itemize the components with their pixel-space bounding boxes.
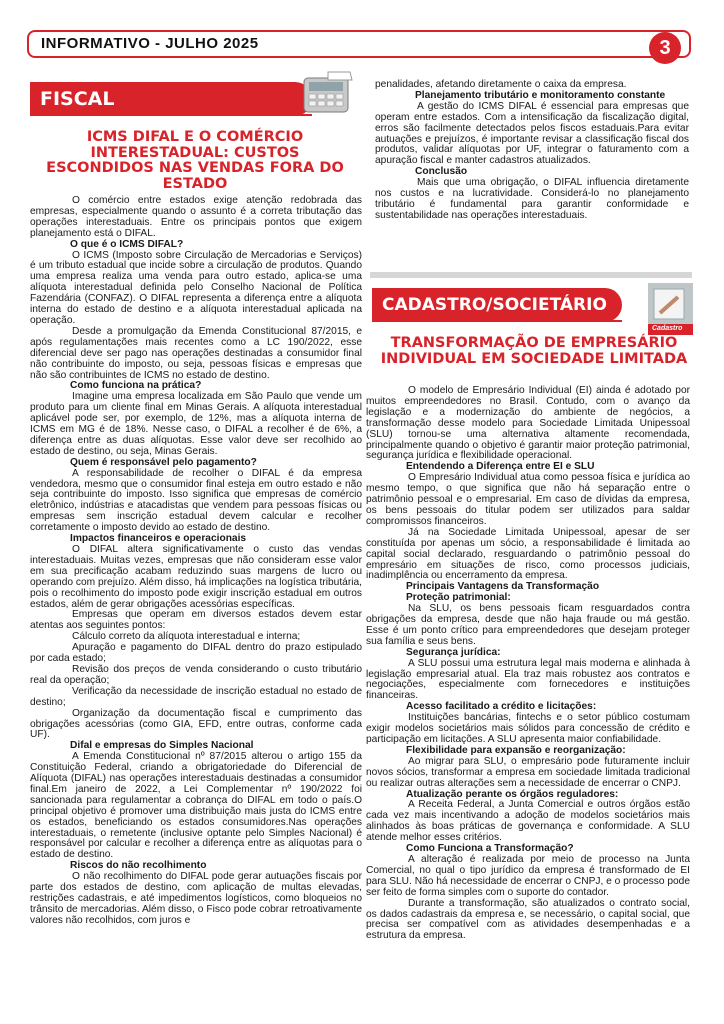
paragraph: Já na Sociedade Limitada Unipessoal, apesar de ser constituída por apenas um sócio, a responsabilidade é limitada ao capital social declarado, resguardando o patrimônio pessoal do empresário em situações de risco, como processos judiciais, inadimplência ou encerramento da empresa. <box>366 526 690 582</box>
subheading: Entendendo a Diferença entre EI e SLU <box>406 461 595 473</box>
icon-caption: Cadastro <box>652 325 683 332</box>
page-number-badge: 3 <box>649 32 681 64</box>
subheading: Planejamento tributário e monitoramento constante <box>415 89 666 101</box>
subheading: Principais Vantagens da Transformação <box>406 581 600 593</box>
paragraph: A Receita Federal, a Junta Comercial e outros órgãos estão cada vez mais incentivando a adoção de modelos societários mais alinhados às boas práticas de governança e conformidade. A SLU atende melhor esses critérios. <box>366 799 690 844</box>
subheading: Segurança jurídica: <box>406 646 501 658</box>
paragraph: A gestão do ICMS DIFAL é essencial para empresas que operam entre estados. Com a intensificação da fiscalização digital, erros são facilmente detectados pelos fiscos estaduais.Para evitar autuações e prejuízos, é importante revisar a classificação fiscal dos produtos, validar alíquotas por UF, integrar o faturamento com a apuração fiscal e manter cadastros atualizados. <box>375 100 689 167</box>
section-underline <box>30 114 312 116</box>
paragraph: A alteração é realizada por meio de processo na Junta Comercial, no qual o tipo jurídico da empresa é transformado de EI para SLU. Não há necessidade de encerrar o CNPJ, e o processo pode ser feito de forma simples com o suporte do contador. <box>366 853 690 898</box>
subheading: Impactos financeiros e operacionais <box>70 533 247 545</box>
subheading: Como Funciona a Transformação? <box>406 843 574 855</box>
subheading: Riscos do não recolhimento <box>70 860 207 872</box>
paragraph: A responsabilidade de recolher o DIFAL é da empresa vendedora, mesmo que o consumidor final esteja em outro estado e não seja contribuinte do imposto. Isso significa que empresas de comércio eletrônico, indústrias e atacadistas que vendem para pessoas físicas ou empresas sem inscrição estadual devem calcular e recolher corretamente o imposto devido ao estado de destino. <box>30 467 362 534</box>
cadastro-article-title: TRANSFORMAÇÃO DE EMPRESÁRIO INDIVIDUAL EM SOCIEDADE LIMITADA <box>380 335 688 367</box>
subheading: Acesso facilitado a crédito e licitações: <box>406 701 597 713</box>
subheading: Quem é responsável pelo pagamento? <box>70 456 257 468</box>
paragraph: Durante a transformação, são atualizados o contrato social, os dados cadastrais da empresa e, se necessário, o capital social, que precisa ser compatível com as atividades desempenhadas e a estrutura da empresa. <box>366 897 690 942</box>
paragraph: Ao migrar para SLU, o empresário pode futuramente incluir novos sócios, transformar a empresa em sociedade limitada tradicional ou realizar outras alterações sem a necessidade de encerrar o CNPJ. <box>366 755 690 789</box>
paragraph: O comércio entre estados exige atenção redobrada das empresas, especialmente quando o assunto é a correta tributação das operações interestaduais. Entre os principais pontos que exigem planejamento está o DIFAL. <box>30 195 362 239</box>
subheading: O que é o ICMS DIFAL? <box>70 238 184 250</box>
page-header <box>27 30 691 58</box>
subheading: Difal e empresas do Simples Nacional <box>70 740 254 752</box>
paragraph: O modelo de Empresário Individual (EI) ainda é adotado por muitos empreendedores no Brasil. Contudo, com o avanço da legislação e a modernização do ambiente de negócios, a transformação desse modelo para Sociedade Limitada Unipessoal (SLU) tornou-se uma alternativa altamente recomendada, principalmente quando o objetivo é garantir maior proteção patrimonial, segurança jurídica e flexibilidade operacional. <box>366 385 690 462</box>
subheading: Atualização perante os órgãos reguladores: <box>406 788 619 800</box>
paragraph: O Empresário Individual atua como pessoa física e jurídica ao mesmo tempo, o que significa que não há separação entre o patrimônio pessoal e o empresarial. Em caso de dívidas da empresa, os bens pessoais do titular podem ser utilizados para saldar compromissos financeiros. <box>366 472 690 527</box>
subheading: Flexibilidade para expansão e reorganização: <box>406 744 626 756</box>
section-underline <box>372 320 622 322</box>
fiscal-article-title: ICMS DIFAL E O COMÉRCIO INTERESTADUAL: CUSTOS ESCONDIDOS NAS VENDAS FORA DO ESTADO <box>46 129 344 192</box>
paragraph: Mais que uma obrigação, o DIFAL influencia diretamente nos custos e na lucratividade. Considerá-lo no planejamento tributário é fundamental para garantir conformidade e sustentabilidade nas operações interestaduais. <box>375 177 689 221</box>
paragraph: Desde a promulgação da Emenda Constitucional 87/2015, e após regulamentações mais recentes como a LC 190/2022, esse diferencial deve ser pago nas operações destinadas a consumidor final não contribuinte do imposto, ou seja, pessoas físicas e empresas que não são contribuintes de ICMS no estado de destino. <box>30 325 362 381</box>
section-label-cadastro: CADASTRO/SOCIETÁRIO <box>372 288 622 322</box>
paragraph: Cálculo correto da alíquota interestadual e interna; <box>72 631 301 643</box>
paragraph: Na SLU, os bens pessoais ficam resguardados contra obrigações da empresa, desde que não haja fraude ou má gestão. Esse é um ponto crítico para empreendedores que desejam proteger sua família e seus bens. <box>366 603 690 647</box>
document-stamp-icon <box>648 283 693 335</box>
paragraph: Apuração e pagamento do DIFAL dentro do prazo estipulado por cada estado; <box>30 642 362 665</box>
paragraph: Verificação da necessidade de inscrição estadual no estado de destino; <box>30 685 362 708</box>
paragraph: A SLU possui uma estrutura legal mais moderna e alinhada à legislação empresarial atual. Ela traz mais robustez aos contratos e negociações, especialmente com fornecedores e instituições financeiras. <box>366 657 690 702</box>
paragraph: O ICMS (Imposto sobre Circulação de Mercadorias e Serviços) é um tributo estadual que incide sobre a circulação de produtos. Quando uma empresa realiza uma venda para outro estado, aplica-se uma alíquota interestadual definida pelo Conselho Nacional de Política Fazendária (CONFAZ). O DIFAL representa a diferença entre a alíquota interna do estado de destino e a alíquota interestadual aplicada na operação. <box>30 249 362 326</box>
fiscal-article-body <box>30 196 362 927</box>
section-label-fiscal: FISCAL <box>30 82 312 116</box>
paragraph: Revisão dos preços de venda considerando o custo tributário real da operação; <box>30 663 362 686</box>
subheading: Conclusão <box>415 166 468 178</box>
paragraph: Instituições bancárias, fintechs e o setor público costumam exigir modelos societários mais sólidos para concessão de crédito e participação em licitações. A SLU apresenta maior confiabilidade. <box>366 712 690 745</box>
paragraph: Empresas que operam em diversos estados devem estar atentas aos seguintes pontos: <box>30 609 362 632</box>
paragraph: penalidades, afetando diretamente o caixa da empresa. <box>375 79 627 90</box>
paragraph: O não recolhimento do DIFAL pode gerar autuações fiscais por parte dos estados de destino, com aplicação de multas elevadas, restrições cadastrais, e até impedimentos logísticos, como bloqueios no trânsito de mercadorias. Além disso, o Fisco pode cobrar retroativamente valores não recolhidos, com juros e <box>30 871 362 926</box>
newsletter-title: INFORMATIVO - JULHO 2025 <box>41 35 259 52</box>
fiscal-article-continuation <box>375 80 689 222</box>
paragraph: A Emenda Constitucional nº 87/2015 alterou o artigo 155 da Constituição Federal, criando a obrigatoriedade do Diferencial de Alíquota (DIFAL) nas operações interestaduais destinadas a consumidor final.Em janeiro de 2022, a Lei Complementar nº 190/2022 foi sancionada para regulamentar a cobrança do DIFAL em todo o país.O principal objetivo é promover uma distribuição mais justa do ICMS entre os estados, beneficiando os estados consumidores.Nas operações interestaduais, o remetente (inclusive optante pelo Simples Nacional) é responsável por calcular e recolher a diferença entre as alíquotas para o estado de destino. <box>30 751 362 861</box>
subheading: Proteção patrimonial: <box>406 592 511 604</box>
section-divider <box>370 272 692 278</box>
paragraph: Imagine uma empresa localizada em São Paulo que vende um produto para um cliente final em Minas Gerais. A alíquota interestadual aplicável pode ser, por exemplo, de 12%, mas a alíquota interna de ICMS em MG é de 18%. Nesse caso, o DIFAL a recolher é de 6%, a diferença entre as duas alíquotas. Esse valor deve ser recolhido ao estado de destino, ou seja, Minas Gerais. <box>30 391 362 457</box>
subheading: Como funciona na prática? <box>70 380 202 392</box>
paragraph: Organização da documentação fiscal e cumprimento das obrigações acessórias (como GIA, EFD, entre outras, conforme cada UF). <box>30 707 362 741</box>
paragraph: O DIFAL altera significativamente o custo das vendas interestaduais. Muitas vezes, empresas que não consideram esse valor em sua precificação acabam reduzindo suas margens de lucro ou operando com prejuízo. Além disso, há implicações na logística tributária, pois o recolhimento do imposto pode exigir inscrição estadual em outros estados, além de gerar obrigações acessórias específicas. <box>30 544 362 610</box>
calculator-icon <box>298 70 356 120</box>
cadastro-article-body <box>366 386 690 942</box>
